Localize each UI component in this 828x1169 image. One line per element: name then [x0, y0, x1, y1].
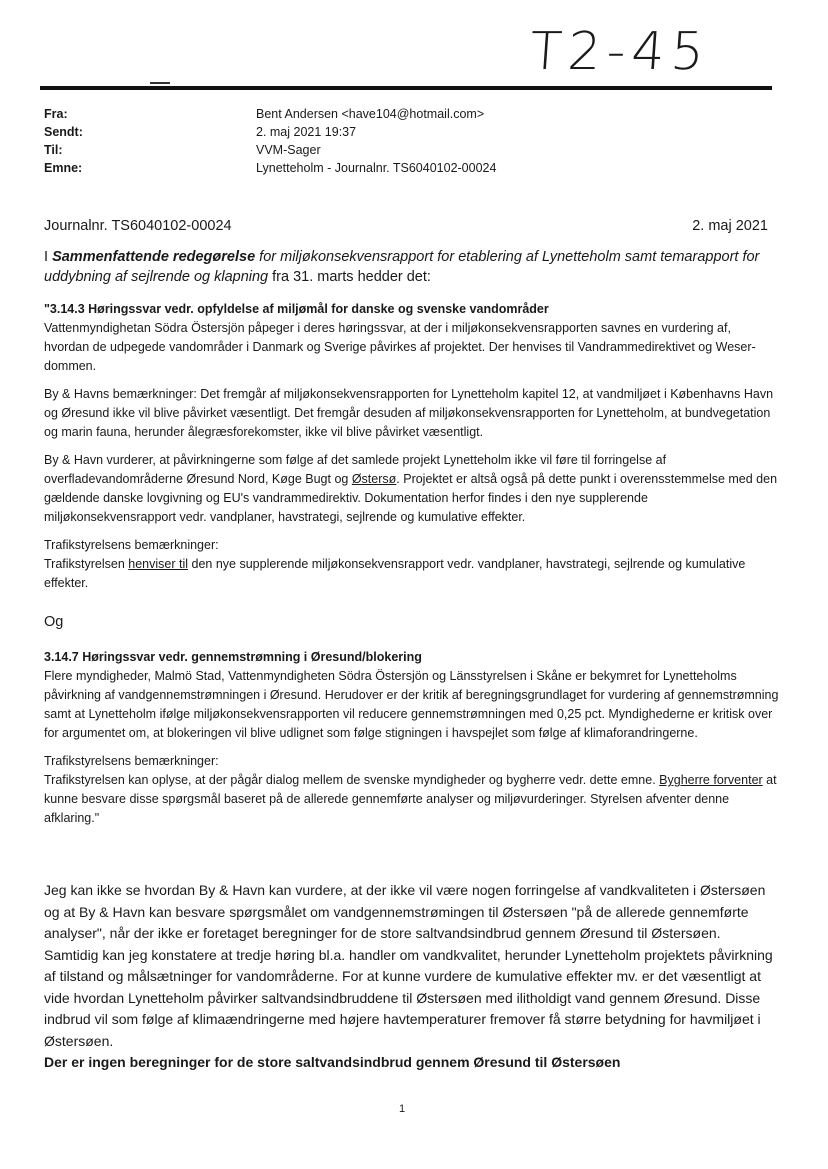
p3-underlined: Østersø [351, 472, 397, 486]
og-separator: Og [44, 614, 64, 630]
section2-paragraph-2 [44, 752, 779, 828]
remarks-label-1: Trafikstyrelsens bemærkninger: [44, 538, 219, 552]
p2-text-b: at kunne besvare disse spørgsmål baseret på de allerede gennemførte analyser og miljøvurderinger. Styrelsen afventer denne afklaring." [44, 773, 777, 825]
quoted-body [44, 300, 779, 837]
p4-text-a: Trafikstyrelsen [44, 557, 129, 571]
closing-conclusion: Der er ingen beregninger for de store saltvandsindbrud gennem Øresund til Østersøen [44, 1054, 621, 1070]
subject-label: Emne: [44, 161, 83, 175]
closing-paragraph-1: Jeg kan ikke se hvordan By & Havn kan vurdere, at der ikke vil være nogen forringelse af vandkvaliteten i Østersøen og at By & Havn kan besvare spørgsmålet om vandgennemstrømingen til Østersøen "på de allerede gennemførte analyser", når der ikke er foretaget beregninger for de store saltvandsindbrud gennem Øresund til Østersøen. [44, 882, 766, 941]
closing-text [44, 880, 784, 1074]
p3-text-a: By & Havn vurderer, at påvirkningerne som følge af det samlede projekt Lynetteholm ikke vil føre til forringelse af overfladevandområderne Øresund Nord, Køge Bugt og [44, 453, 667, 486]
email-header [44, 105, 496, 177]
remarks-label-2: Trafikstyrelsens bemærkninger: [44, 754, 219, 768]
from-value: Bent Andersen <have104@hotmail.com> [256, 107, 485, 121]
from-row [44, 105, 496, 123]
to-label: Til: [44, 143, 63, 157]
handwritten-stamp: T2-45 [527, 22, 712, 82]
subject-row [44, 159, 496, 177]
sent-row [44, 123, 496, 141]
p4-text-b: den nye supplerende miljøkonsekvensrapport vedr. vandplaner, havstrategi, sejlrende og kumulative effekter. [44, 557, 746, 590]
p3-text-b: . Projektet er altså også på dette punkt i overensstemmelse med den gældende danske lovgivning og EU's vandrammedirektiv. Dokumentation herfor findes i den nye supplerende miljøkonsekvensrapport vedr. vandplaner, havstrategi, sejlrende og kumulative effekter. [44, 472, 778, 524]
subject-value: Lynetteholm - Journalnr. TS6040102-00024 [256, 161, 497, 175]
intro-prefix: I [44, 249, 53, 265]
page-number: 1 [399, 1103, 406, 1115]
section-heading-3-14-7: 3.14.7 Høringssvar vedr. gennemstrømning i Øresund/blokering [44, 650, 422, 664]
letter-date: 2. maj 2021 [692, 218, 768, 234]
section-heading-3-14-3: "3.14.3 Høringssvar vedr. opfyldelse af miljømål for danske og svenske vandområder [44, 302, 549, 316]
to-row [44, 141, 496, 159]
sent-value: 2. maj 2021 19:37 [256, 125, 357, 139]
section1-paragraph-4 [44, 536, 779, 593]
closing-paragraph-2: Samtidig kan jeg konstatere at tredje høring bl.a. handler om vandkvalitet, herunder Lynetteholm projektets påvirkning af tilstand og målsætninger for vandområderne. For at kunne vurdere de kumulative effekter mv. er det væsentligt at vide hvordan Lynetteholm påvirker saltvandsindbruddene til Østersøen med ilitholdigt vand gennem Øresund. Disse indbrud vil som følge af klimaændringerne med højere havtemperaturer fremover få større betydning for havmiljøet i Østersøen. [44, 946, 773, 1049]
section1-paragraph-2: By & Havns bemærkninger: Det fremgår af miljøkonsekvensrapporten for Lynetteholm kapitel 12, at vandmiljøet i Københavns Havn og Øresund ikke vil blive påvirket væsentligt. Det fremgår desuden af miljøkonsekvensrapporten for Lynetteholm, at bundvegetation og marin fauna, herunder ålegræsforekomster, ikke vil blive påvirket væsentligt. [44, 387, 774, 439]
section1-paragraph-1: Vattenmyndighetan Södra Östersjön påpeger i deres høringssvar, at der i miljøkonsekvensrapporten savnes en vurdering af, hvordan de udpegede vandområder i Danmark og Sverige påvirkes af projektet. Der henvises til Vandrammedirektivet og Weser-dommen. [44, 321, 756, 373]
to-value: VVM-Sager [256, 143, 321, 157]
p2-text-a: Trafikstyrelsen kan oplyse, at der pågår dialog mellem de svenske myndigheder og bygherre vedr. dette emne. [44, 773, 660, 787]
journal-number: Journalnr. TS6040102-00024 [44, 218, 232, 234]
section2-paragraph-1: Flere myndigheder, Malmö Stad, Vattenmyndigheten Södra Östersjön og Länsstyrelsen i Skåne er bekymret for Lynetteholms påvirkning af vandgennemstrømningen i Øresund. Herudover er der kritik af beregningsgrundlaget for vurdering af gennemstrømning samt at Lynetteholm ifølge miljøkonsekvensrapporten vil reducere gennemstrømningen med 0,25 pct. Myndighederne er kritisk over for argumentet om, at blokeringen vil blive udlignet som følge stigningen i havspejlet som følge af klimaforandringerne. [44, 669, 779, 740]
p4-underlined: henviser til [128, 557, 189, 571]
p2-underlined: Bygherre forventer [659, 773, 763, 787]
section1-paragraph-3 [44, 451, 779, 527]
intro-suffix: fra 31. marts hedder det: [268, 269, 431, 285]
report-title-bold: Sammenfattende redegørelse [52, 249, 256, 265]
header-divider [40, 86, 772, 90]
report-title-rest: for miljøkonsekvensrapport for etablering af Lynetteholm samt temarapport for uddybning af sejlrende og klapning [44, 249, 760, 285]
from-label: Fra: [44, 107, 68, 121]
reference-line [44, 218, 768, 234]
sent-label: Sendt: [44, 125, 83, 139]
intro-paragraph [44, 247, 774, 287]
top-rule-mark [150, 82, 170, 84]
